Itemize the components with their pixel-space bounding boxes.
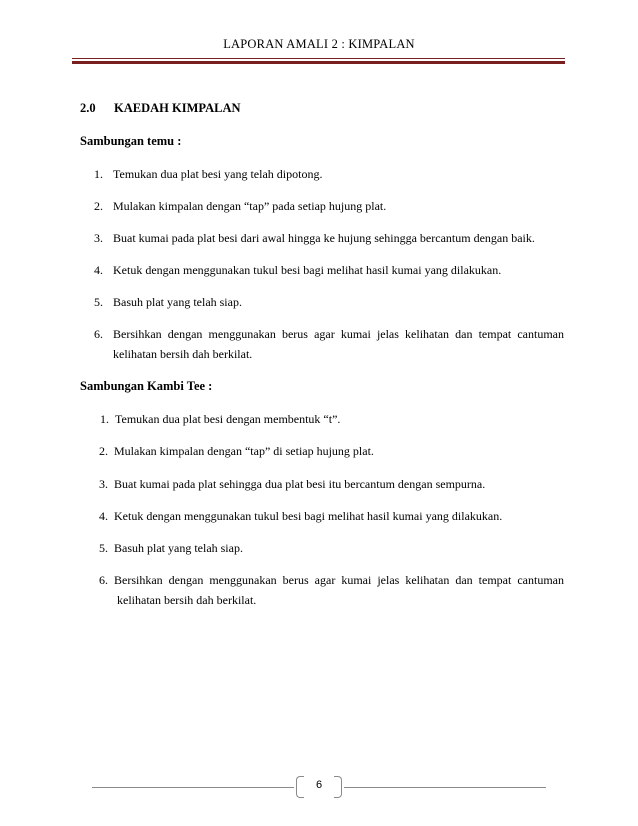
- list-item: [94, 196, 564, 216]
- subheading-sambungan-kambi-tee: Sambungan Kambi Tee :: [80, 379, 213, 393]
- list-item-text: kelihatan bersih dah berkilat.: [113, 347, 253, 361]
- list-item-number: 1.: [94, 167, 103, 181]
- list-item-number: 1.: [100, 412, 109, 426]
- section-number: 2.0: [80, 101, 96, 115]
- list-item-text: Bersihkan dengan menggunakan berus agar kumai jelas kelihatan dan tempat cantuman: [114, 573, 564, 587]
- list-item: [99, 506, 564, 526]
- list-item-number: 6.: [94, 327, 103, 341]
- list-item-number: 2.: [94, 199, 103, 213]
- list-item-text: Basuh plat yang telah siap.: [113, 295, 242, 309]
- list-item-number: 4.: [99, 509, 108, 523]
- header-rule-thick: [72, 61, 565, 64]
- list-item-number: 3.: [94, 231, 103, 245]
- list-item-text: kelihatan bersih dah berkilat.: [117, 593, 257, 607]
- subheading-sambungan-temu: Sambungan temu :: [80, 134, 182, 148]
- list-item: [99, 570, 564, 590]
- list-item-text: Mulakan kimpalan dengan “tap” pada setiap hujung plat.: [113, 199, 387, 213]
- list-item-text: Ketuk dengan menggunakan tukul besi bagi melihat hasil kumai yang dilakukan.: [113, 263, 502, 277]
- list-item-text: Temukan dua plat besi dengan membentuk “t”.: [115, 412, 341, 426]
- list-item-number: 3.: [99, 477, 108, 491]
- list-item-continuation: [117, 590, 564, 610]
- list-item-text: Basuh plat yang telah siap.: [114, 541, 243, 555]
- list-item-text: Buat kumai pada plat sehingga dua plat besi itu bercantum dengan sempurna.: [114, 477, 486, 491]
- list-item: [94, 228, 564, 248]
- list-item-text: Bersihkan dengan menggunakan berus agar kumai jelas kelihatan dan tempat cantuman: [113, 327, 564, 341]
- section-title: KAEDAH KIMPALAN: [114, 101, 241, 115]
- list-item: [94, 324, 564, 344]
- list-item: [100, 409, 564, 429]
- list-item-text: Buat kumai pada plat besi dari awal hingga ke hujung sehingga bercantum dengan baik.: [113, 231, 535, 245]
- list-item-number: 2.: [99, 444, 108, 458]
- list-item-continuation: [113, 344, 564, 364]
- list-item: [94, 292, 564, 312]
- header-rule-thin: [72, 58, 565, 59]
- list-item: [99, 441, 564, 461]
- list-item-number: 4.: [94, 263, 103, 277]
- list-item: [94, 164, 564, 184]
- list-item: [94, 260, 564, 280]
- list-item: [99, 474, 564, 494]
- section-heading: [80, 101, 241, 116]
- list-item: [99, 538, 564, 558]
- footer-rule-right: [344, 787, 546, 788]
- list-item-text: Temukan dua plat besi yang telah dipotong.: [113, 167, 323, 181]
- right-bracket-icon: [334, 776, 342, 798]
- footer-rule-left: [92, 787, 294, 788]
- page-number: 6: [315, 779, 323, 791]
- list-item-number: 5.: [99, 541, 108, 555]
- list-item-text: Mulakan kimpalan dengan “tap” di setiap hujung plat.: [114, 444, 374, 458]
- left-bracket-icon: [296, 776, 304, 798]
- list-item-number: 5.: [94, 295, 103, 309]
- list-item-number: 6.: [99, 573, 108, 587]
- list-item-text: Ketuk dengan menggunakan tukul besi bagi melihat hasil kumai yang dilakukan.: [114, 509, 503, 523]
- header-title: LAPORAN AMALI 2 : KIMPALAN: [223, 37, 415, 51]
